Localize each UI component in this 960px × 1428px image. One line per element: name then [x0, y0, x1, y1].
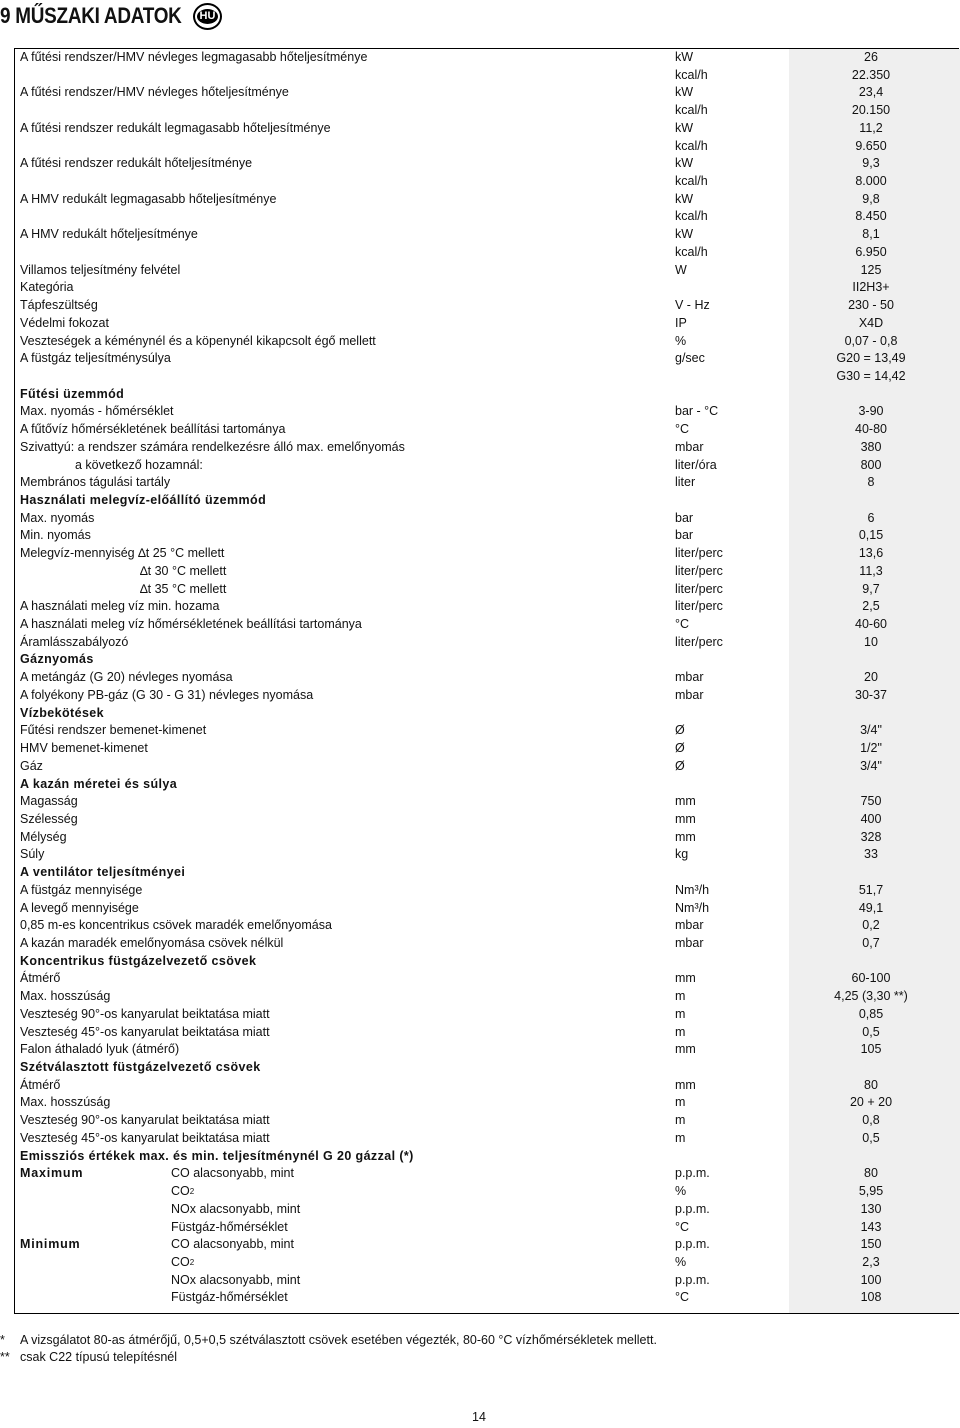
spec-row	[15, 722, 960, 740]
spec-value: 800	[860, 457, 882, 472]
spec-unit: liter/perc	[675, 599, 723, 614]
spec-label: Max. nyomás - hőmérséklet	[20, 404, 174, 419]
spec-value: 9.650	[855, 138, 887, 153]
spec-unit: mbar	[675, 687, 704, 702]
section-heading-row	[15, 492, 960, 510]
subscript: 2	[189, 1257, 195, 1267]
section-heading-row	[15, 1148, 960, 1166]
spec-unit: °C	[675, 617, 690, 632]
spec-row	[15, 740, 960, 758]
spec-unit: mm	[675, 1042, 696, 1057]
spec-sublabel: CO 2	[171, 1183, 190, 1201]
spec-row	[15, 900, 960, 918]
spec-row	[15, 545, 960, 563]
spec-row	[15, 634, 960, 652]
spec-label: 0,85 m-es koncentrikus csövek maradék emelőnyomása	[20, 918, 332, 933]
spec-unit: mm	[675, 794, 696, 809]
section-heading: Vízbekötések	[20, 705, 105, 720]
spec-label: ∆t 30 °C mellett	[140, 563, 227, 578]
spec-label: Max. hosszúság	[20, 1095, 111, 1110]
spec-row	[15, 244, 960, 262]
section-heading: Szétválasztott füstgázelvezető csövek	[20, 1060, 261, 1075]
spec-value: 400	[860, 811, 882, 826]
spec-row	[15, 935, 960, 953]
spec-value: 750	[860, 794, 882, 809]
section-heading: Emissziós értékek max. és min. teljesítménynél G 20 gázzal (*)	[20, 1148, 414, 1163]
spec-row	[15, 917, 960, 935]
spec-unit: mm	[675, 1077, 696, 1092]
spec-label: Magasság	[20, 794, 78, 809]
spec-value: 328	[860, 829, 882, 844]
section-heading-row	[15, 776, 960, 794]
spec-value: 105	[860, 1042, 882, 1057]
spec-value: 0,85	[858, 1006, 884, 1021]
spec-row	[15, 474, 960, 492]
spec-row	[15, 120, 960, 138]
spec-unit: %	[675, 1254, 687, 1269]
spec-value: 13,6	[858, 546, 884, 561]
spec-row	[15, 563, 960, 581]
section-heading-row	[15, 953, 960, 971]
spec-label: Mélység	[20, 829, 67, 844]
spec-value: 230 - 50	[848, 298, 894, 313]
spec-value: 2,5	[862, 599, 880, 614]
spec-value: 0,7	[862, 936, 880, 950]
spec-unit: liter/óra	[675, 457, 717, 472]
spec-unit: liter/perc	[675, 581, 723, 596]
spec-unit: kW	[675, 120, 694, 135]
spec-label: Minimum	[20, 1237, 81, 1252]
spec-row	[15, 616, 960, 634]
spec-unit: mm	[675, 811, 696, 826]
spec-unit: mbar	[675, 936, 704, 950]
spec-row	[15, 1254, 960, 1272]
spec-value: 1/2"	[860, 741, 882, 756]
spec-value: 8	[867, 475, 875, 490]
spec-row	[15, 1165, 960, 1183]
spec-unit: p.p.m.	[675, 1237, 710, 1252]
section-heading: Koncentrikus füstgázelvezető csövek	[20, 953, 257, 968]
spec-label: Max. nyomás	[20, 510, 95, 525]
spec-row	[15, 1236, 960, 1254]
spec-unit: mbar	[675, 439, 704, 454]
spec-label: a következő hozamnál:	[75, 457, 203, 472]
spec-row	[15, 1024, 960, 1042]
language-badge-text: HU	[197, 9, 218, 24]
spec-value: 0,15	[858, 528, 884, 543]
spec-value: 380	[860, 439, 882, 454]
spec-value: 9,3	[862, 156, 880, 171]
spec-row	[15, 208, 960, 226]
spec-value: 33	[864, 847, 878, 862]
spec-value: 26	[864, 50, 878, 64]
spec-value: 11,3	[859, 563, 883, 578]
spec-row	[15, 758, 960, 776]
spec-label: Átmérő	[20, 971, 61, 986]
spec-row	[15, 1041, 960, 1059]
spec-label: A HMV redukált hőteljesítménye	[20, 227, 198, 242]
spec-label: Fűtési rendszer bemenet-kimenet	[20, 723, 207, 738]
spec-unit: IP	[675, 315, 687, 330]
spec-unit: kcal/h	[675, 244, 708, 259]
spec-label: Veszteség 90°-os kanyarulat beiktatása miatt	[20, 1006, 270, 1021]
spec-sublabel: NOx alacsonyabb, mint	[171, 1201, 301, 1216]
spec-label: Gáz	[20, 758, 43, 773]
spec-label: A fűtési rendszer/HMV névleges legmagasabb hőteljesítménye	[20, 50, 368, 64]
spec-value: 130	[860, 1201, 882, 1216]
spec-unit: V - Hz	[675, 298, 710, 313]
spec-row	[15, 333, 960, 351]
spec-row	[15, 102, 960, 120]
spec-row	[15, 1094, 960, 1112]
spec-label: A folyékony PB-gáz (G 30 - G 31) névleges nyomása	[20, 687, 314, 702]
spec-label: Veszteség 90°-os kanyarulat beiktatása miatt	[20, 1113, 270, 1128]
spec-row	[15, 882, 960, 900]
spec-label: Súly	[20, 847, 45, 862]
spec-value: 8.000	[855, 174, 887, 189]
spec-unit: kg	[675, 847, 689, 862]
spec-value: 22.350	[851, 67, 891, 82]
spec-row	[15, 829, 960, 847]
section-heading: Gáznyomás	[20, 652, 94, 667]
spec-unit: %	[675, 333, 687, 348]
spec-unit: kW	[675, 156, 694, 171]
spec-label: Védelmi fokozat	[20, 315, 109, 330]
spec-value: 143	[860, 1219, 882, 1234]
spec-label: Kategória	[20, 280, 74, 295]
footnote-text: csak C22 típusú telepítésnél	[20, 1350, 178, 1364]
spec-row	[15, 226, 960, 244]
spec-value: X4D	[858, 315, 884, 330]
spec-value: 30-37	[855, 687, 887, 702]
spec-label: HMV bemenet-kimenet	[20, 741, 148, 756]
spec-unit: m	[675, 1130, 686, 1145]
spec-label: A kazán maradék emelőnyomása csövek nélkül	[20, 936, 284, 950]
spec-unit: W	[675, 262, 687, 277]
spec-unit: Ø	[675, 758, 685, 773]
spec-label: Veszteség 45°-os kanyarulat beiktatása miatt	[20, 1024, 270, 1039]
spec-label: A használati meleg víz min. hozama	[20, 599, 220, 614]
spec-row	[15, 315, 960, 333]
spec-value: 11,2	[859, 120, 883, 135]
spec-row	[15, 687, 960, 705]
spec-sublabel: Füstgáz-hőmérséklet	[171, 1290, 288, 1305]
spec-row	[15, 457, 960, 475]
spec-row	[15, 155, 960, 173]
spec-unit: liter/perc	[675, 634, 723, 649]
spec-value: 80	[864, 1166, 878, 1181]
spec-value: 0,8	[862, 1113, 880, 1128]
spec-row	[15, 297, 960, 315]
spec-sublabel: Füstgáz-hőmérséklet	[171, 1219, 288, 1234]
spec-label: Max. hosszúság	[20, 989, 111, 1004]
spec-row	[15, 1006, 960, 1024]
spec-unit: m	[675, 989, 686, 1004]
spec-value: 40-60	[855, 617, 887, 632]
spec-unit: %	[675, 1184, 687, 1199]
spec-label: A használati meleg víz hőmérsékletének beállítási tartománya	[20, 617, 362, 632]
spec-label: Szélesség	[20, 811, 78, 826]
spec-label: Villamos teljesítmény felvétel	[20, 262, 181, 277]
spec-label: A fűtési rendszer redukált legmagasabb hőteljesítménye	[20, 120, 331, 135]
spec-value: 0,5	[862, 1130, 880, 1145]
spec-value: 125	[860, 262, 882, 277]
spec-row	[15, 1112, 960, 1130]
spec-label: Falon áthaladó lyuk (átmérő)	[20, 1042, 180, 1057]
spec-value: 3/4"	[860, 758, 882, 773]
spec-row	[15, 1183, 960, 1201]
footnote-text: A vizsgálatot 80-as átmérőjű, 0,5+0,5 szétválasztott csövek esetében végezték, 80-60 °C vízhőmérsékletek mellett.	[20, 1333, 657, 1347]
spec-unit: mbar	[675, 670, 704, 685]
spec-row	[15, 279, 960, 297]
spec-unit: Nm³/h	[675, 900, 710, 915]
spec-row	[15, 350, 960, 368]
spec-value: 8,1	[862, 227, 880, 242]
spec-row	[15, 191, 960, 209]
spec-row	[15, 138, 960, 156]
spec-value: 49,1	[858, 900, 884, 915]
spec-unit: kcal/h	[675, 103, 708, 118]
spec-row	[15, 67, 960, 85]
spec-row	[15, 368, 960, 386]
spec-value: 0,2	[862, 918, 880, 933]
section-heading-row	[15, 651, 960, 669]
spec-unit: mm	[675, 829, 696, 844]
spec-unit: °C	[675, 1219, 690, 1234]
spec-row	[15, 439, 960, 457]
section-heading-row	[15, 705, 960, 723]
spec-value: 5,95	[858, 1184, 884, 1199]
spec-unit: mbar	[675, 918, 704, 933]
spec-value: 2,3	[862, 1254, 880, 1269]
spec-value: 100	[860, 1272, 882, 1287]
spec-value: 6.950	[855, 244, 887, 259]
spec-unit: bar	[675, 528, 694, 543]
spec-row	[15, 1289, 960, 1307]
spec-label: A fűtési rendszer redukált hőteljesítménye	[20, 156, 253, 171]
spec-value: 20 + 20	[849, 1095, 893, 1110]
spec-row	[15, 581, 960, 599]
spec-label: Átmérő	[20, 1077, 61, 1092]
spec-value: 150	[860, 1237, 882, 1252]
spec-value: 20.150	[851, 103, 891, 118]
section-heading: A ventilátor teljesítményei	[20, 865, 186, 880]
spec-unit: p.p.m.	[675, 1272, 710, 1287]
spec-unit: Ø	[675, 741, 685, 756]
spec-label: Veszteségek a kéménynél és a köpenynél kikapcsolt égő mellett	[20, 333, 376, 348]
spec-unit: Nm³/h	[675, 882, 710, 897]
spec-value: 51,7	[858, 882, 884, 897]
subscript: 2	[189, 1187, 195, 1197]
spec-value: 8.450	[855, 209, 887, 224]
spec-row	[15, 598, 960, 616]
footnote-mark: *	[0, 1333, 5, 1347]
spec-sublabel: CO alacsonyabb, mint	[171, 1237, 294, 1252]
spec-value: 0,5	[862, 1024, 880, 1039]
spec-label: Szivattyú: a rendszer számára rendelkezésre álló max. emelőnyomás	[20, 439, 405, 454]
spec-row	[15, 1077, 960, 1095]
spec-unit: °C	[675, 1290, 690, 1305]
spec-value: 40-80	[855, 422, 887, 437]
spec-row	[15, 988, 960, 1006]
spec-unit: kW	[675, 227, 694, 242]
spec-row	[15, 1272, 960, 1290]
section-heading-row	[15, 386, 960, 404]
spec-label: Veszteség 45°-os kanyarulat beiktatása miatt	[20, 1130, 270, 1145]
spec-row	[15, 421, 960, 439]
spec-unit: kW	[675, 191, 694, 206]
spec-unit: °C	[675, 422, 690, 437]
spec-row	[15, 262, 960, 280]
spec-label: A fűtési rendszer/HMV névleges hőteljesítménye	[20, 85, 289, 100]
spec-unit: Ø	[675, 723, 685, 738]
language-badge	[193, 3, 222, 30]
spec-label: Membrános tágulási tartály	[20, 475, 171, 490]
spec-unit: p.p.m.	[675, 1201, 710, 1216]
spec-unit: kW	[675, 85, 694, 100]
spec-value: 4,25 (3,30 **)	[834, 989, 908, 1004]
spec-unit: kcal/h	[675, 209, 708, 224]
spec-unit: p.p.m.	[675, 1166, 710, 1181]
page-header	[0, 0, 960, 34]
spec-row	[15, 1130, 960, 1148]
spec-unit: m	[675, 1024, 686, 1039]
spec-label: A fűtővíz hőmérsékletének beállítási tartománya	[20, 422, 286, 437]
spec-label: A HMV redukált legmagasabb hőteljesítménye	[20, 191, 277, 206]
spec-label: A levegő mennyisége	[20, 900, 139, 915]
spec-row	[15, 84, 960, 102]
spec-value: 10	[864, 634, 878, 649]
footnote-mark: **	[0, 1350, 10, 1364]
spec-sublabel: NOx alacsonyabb, mint	[171, 1272, 301, 1287]
spec-value: 9,8	[862, 191, 880, 206]
spec-unit: liter/perc	[675, 563, 723, 578]
spec-value: G30 = 14,42	[836, 368, 906, 383]
spec-label: Min. nyomás	[20, 528, 91, 543]
spec-sublabel: CO alacsonyabb, mint	[171, 1166, 294, 1181]
spec-row	[15, 970, 960, 988]
spec-value: 3-90	[858, 404, 884, 419]
spec-value: 3/4"	[860, 723, 882, 738]
spec-unit: bar	[675, 510, 694, 525]
spec-value: 0,07 - 0,8	[844, 333, 898, 348]
spec-row	[15, 1201, 960, 1219]
spec-unit: m	[675, 1095, 686, 1110]
spec-row	[15, 1219, 960, 1237]
spec-value: 23,4	[858, 85, 884, 100]
spec-unit: liter/perc	[675, 546, 723, 561]
spec-row	[15, 49, 960, 67]
spec-value: 9,7	[862, 581, 880, 596]
spec-value: II2H3+	[852, 280, 890, 295]
spec-value: 60-100	[851, 971, 891, 986]
spec-label: Áramlásszabályozó	[20, 634, 129, 649]
spec-unit: bar - °C	[675, 404, 719, 419]
spec-label: A füstgáz mennyisége	[20, 882, 143, 897]
spec-row	[15, 173, 960, 191]
spec-label: A metángáz (G 20) névleges nyomása	[20, 670, 233, 685]
section-heading: Használati melegvíz-előállító üzemmód	[20, 493, 267, 507]
spec-label: Tápfeszültség	[20, 298, 98, 313]
page-number: 14	[472, 1410, 486, 1424]
spec-unit: m	[675, 1006, 686, 1021]
spec-row	[15, 403, 960, 421]
spec-unit: mm	[675, 971, 696, 986]
spec-row	[15, 527, 960, 545]
spec-row	[15, 846, 960, 864]
section-heading-row	[15, 864, 960, 882]
spec-row	[15, 811, 960, 829]
spec-label: A füstgáz teljesítménysúlya	[20, 351, 171, 366]
spec-row	[15, 793, 960, 811]
spec-unit: g/sec	[675, 351, 705, 366]
spec-label: ∆t 35 °C mellett	[140, 581, 227, 596]
spec-row	[15, 510, 960, 528]
section-title: 9 MŰSZAKI ADATOK	[0, 3, 182, 28]
spec-unit: kcal/h	[675, 174, 708, 189]
spec-unit: kcal/h	[675, 138, 708, 153]
spec-value: 20	[864, 670, 878, 685]
spec-unit: kW	[675, 50, 694, 64]
spec-value: 6	[867, 510, 875, 525]
spec-row	[15, 669, 960, 687]
spec-table	[14, 48, 959, 1314]
spec-label: Maximum	[20, 1166, 84, 1181]
spec-unit: kcal/h	[675, 67, 708, 82]
spec-value: 108	[860, 1290, 882, 1305]
spec-value: G20 = 13,49	[836, 351, 906, 366]
spec-value: 80	[864, 1077, 878, 1092]
section-heading-row	[15, 1059, 960, 1077]
section-heading: A kazán méretei és súlya	[20, 776, 178, 791]
section-heading: Fűtési üzemmód	[20, 386, 125, 401]
spec-unit: liter	[675, 475, 696, 490]
spec-sublabel: CO 2	[171, 1254, 190, 1272]
spec-unit: m	[675, 1113, 686, 1128]
spec-label: Melegvíz-mennyiség ∆t 25 °C mellett	[20, 546, 225, 561]
